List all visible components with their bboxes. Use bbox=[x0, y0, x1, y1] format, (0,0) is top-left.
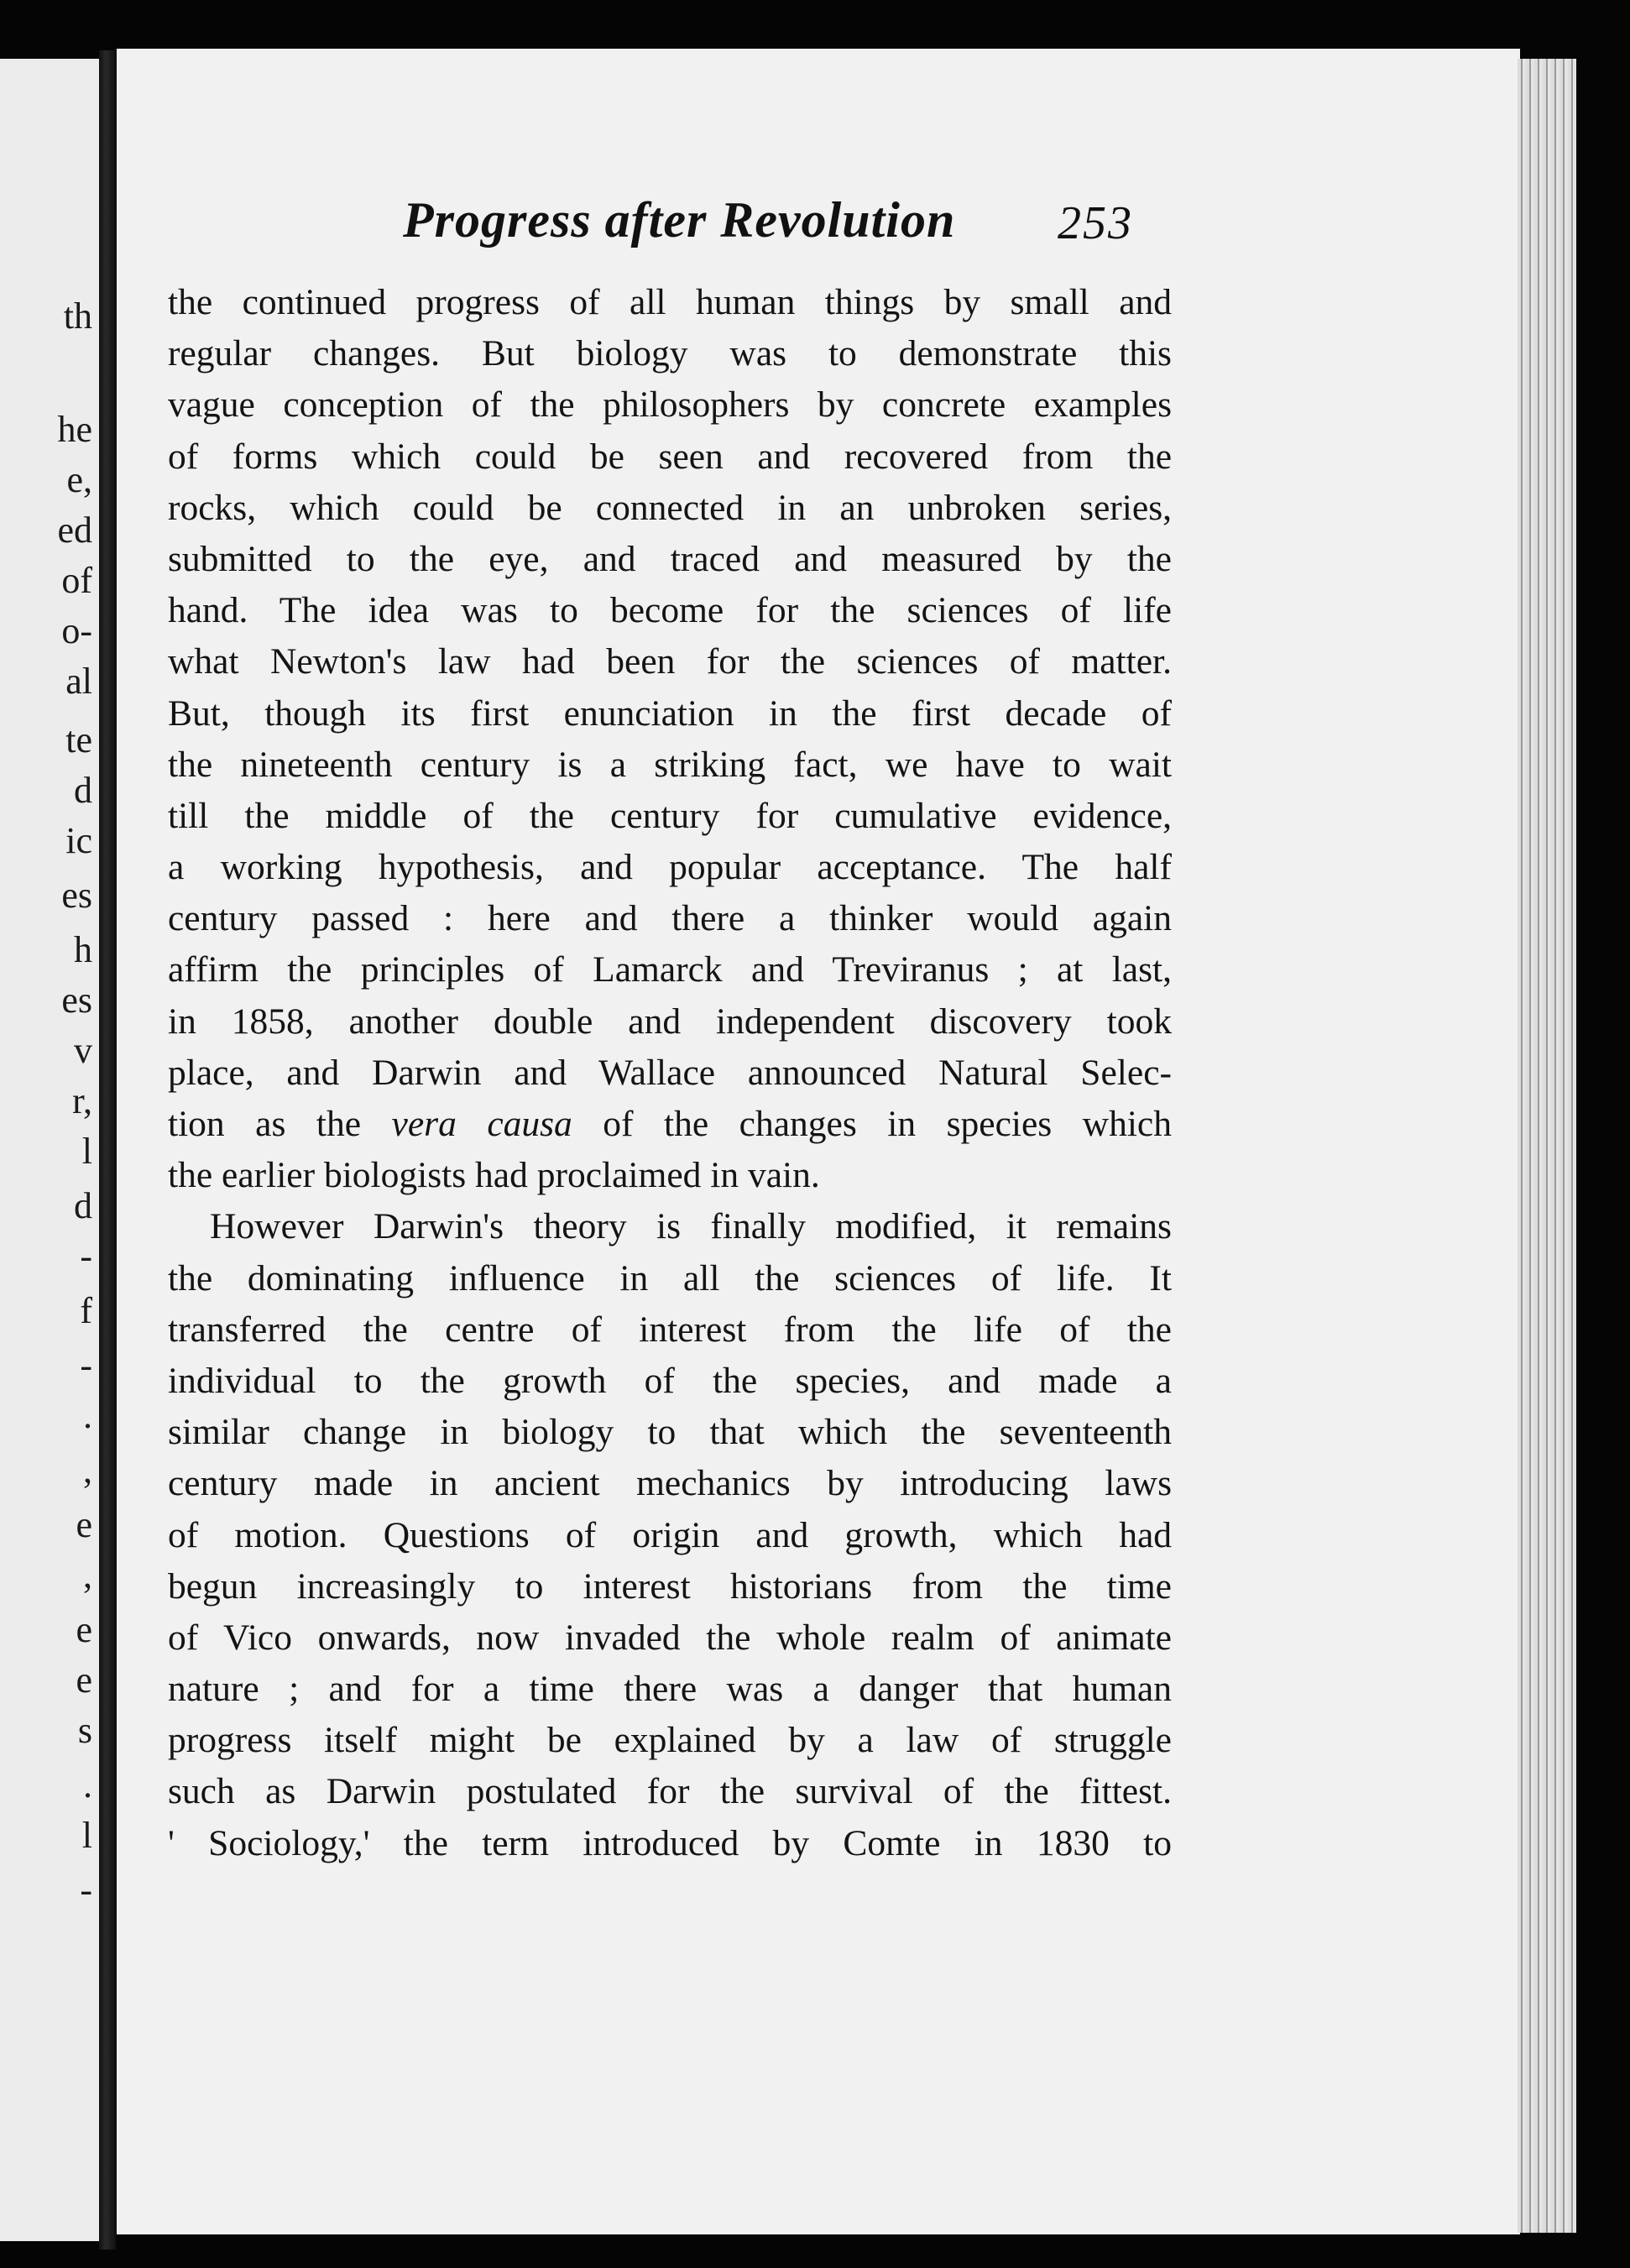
text-line: ' Sociology,' the term introduced by Comte in 1830 to bbox=[168, 1822, 1172, 1863]
text-run: tion as the bbox=[168, 1104, 392, 1144]
facing-page-fragment: h bbox=[74, 929, 92, 970]
text-line: century passed : here and there a thinker would again bbox=[168, 898, 1172, 939]
book-gutter bbox=[99, 50, 116, 2250]
facing-page-fragment: l bbox=[81, 1815, 92, 1856]
text-line: of motion. Questions of origin and growth, which had bbox=[168, 1514, 1172, 1555]
facing-page-fragment: o- bbox=[61, 610, 92, 651]
text-line: the continued progress of all human things by small and bbox=[168, 282, 1172, 322]
facing-page-fragment: - bbox=[80, 1345, 92, 1386]
text-line: of forms which could be seen and recovered from the bbox=[168, 436, 1172, 477]
facing-page-fragment: d bbox=[74, 770, 92, 811]
text-line: affirm the principles of Lamarck and Treviranus ; at last, bbox=[168, 949, 1172, 990]
facing-page-fragment: al bbox=[65, 661, 92, 702]
text-line-italic bbox=[168, 1099, 1172, 1150]
facing-page-fragment: f bbox=[80, 1290, 92, 1331]
facing-page-fragment: es bbox=[61, 875, 92, 916]
facing-page-fragment: r, bbox=[72, 1080, 92, 1121]
text-line: transferred the centre of interest from the life of the bbox=[168, 1309, 1172, 1350]
facing-page-fragment: . bbox=[83, 1764, 92, 1806]
facing-page-fragment: te bbox=[65, 719, 92, 760]
facing-page-fragment: v bbox=[74, 1030, 92, 1071]
page-stack-edge bbox=[1518, 59, 1576, 2233]
text-line: regular changes. But biology was to demonstrate this bbox=[168, 333, 1172, 374]
facing-page-fragment: ed bbox=[57, 510, 92, 551]
facing-page-fragment: d bbox=[74, 1185, 92, 1226]
text-line: the dominating influence in all the sciences of life. It bbox=[168, 1257, 1172, 1299]
paragraph-first-line: However Darwin's theory is finally modified, it remains bbox=[210, 1206, 1172, 1247]
text-line: vague conception of the philosophers by concrete examples bbox=[168, 384, 1172, 426]
text-line: But, though its first enunciation in the first decade of bbox=[168, 692, 1172, 734]
text-line: begun increasingly to interest historians from the time bbox=[168, 1565, 1172, 1607]
italic-phrase: vera causa bbox=[391, 1104, 572, 1144]
text-line: in 1858, another double and independent discovery took bbox=[168, 1001, 1172, 1042]
facing-page-fragment: es bbox=[61, 980, 92, 1021]
text-line: individual to the growth of the species, and made a bbox=[168, 1360, 1172, 1401]
facing-page-fragment: - bbox=[80, 1236, 92, 1277]
text-run: of the changes in species which bbox=[572, 1104, 1172, 1144]
text-line: century made in ancient mechanics by introducing laws bbox=[168, 1463, 1172, 1504]
facing-page-fragment: , bbox=[83, 1450, 92, 1491]
page-number: 253 bbox=[1058, 197, 1133, 249]
text-line: the nineteenth century is a striking fact, we have to wait bbox=[168, 744, 1172, 785]
running-head bbox=[168, 191, 1172, 250]
facing-page-fragment: he bbox=[57, 409, 92, 450]
facing-page-edge bbox=[0, 59, 99, 2241]
facing-page-fragment: - bbox=[80, 1869, 92, 1910]
text-line: nature ; and for a time there was a danger that human bbox=[168, 1669, 1172, 1710]
text-line: rocks, which could be connected in an unbroken series, bbox=[168, 487, 1172, 528]
text-line: a working hypothesis, and popular acceptance. The half bbox=[168, 847, 1172, 888]
running-head-title: Progress after Revolution bbox=[403, 192, 956, 248]
facing-page-fragment: s bbox=[77, 1710, 92, 1751]
text-line: till the middle of the century for cumulative evidence, bbox=[168, 795, 1172, 836]
facing-page-fragment: of bbox=[61, 560, 92, 601]
text-line: similar change in biology to that which the seventeenth bbox=[168, 1412, 1172, 1453]
text-line: the earlier biologists had proclaimed in vain. bbox=[168, 1155, 820, 1196]
facing-page-fragment: ic bbox=[65, 820, 92, 861]
facing-page-fragment: e bbox=[76, 1504, 92, 1545]
text-line: place, and Darwin and Wallace announced Natural Selec- bbox=[168, 1052, 1172, 1093]
text-line: what Newton's law had been for the sciences of matter. bbox=[168, 641, 1172, 682]
text-line: such as Darwin postulated for the survival of the fittest. bbox=[168, 1771, 1172, 1812]
facing-page-fragment: l bbox=[81, 1131, 92, 1172]
body-text bbox=[168, 277, 1172, 1869]
facing-page-fragment: e, bbox=[66, 459, 92, 500]
facing-page-fragment: e bbox=[76, 1609, 92, 1650]
text-line: of Vico onwards, now invaded the whole realm of animate bbox=[168, 1617, 1172, 1658]
text-line: submitted to the eye, and traced and measured by the bbox=[168, 538, 1172, 579]
facing-page-fragment: th bbox=[63, 295, 92, 337]
text-line: progress itself might be explained by a law of struggle bbox=[168, 1720, 1172, 1761]
facing-page-fragment: . bbox=[83, 1395, 92, 1436]
facing-page-fragment: e bbox=[76, 1659, 92, 1701]
text-line: hand. The idea was to become for the sciences of life bbox=[168, 590, 1172, 631]
facing-page-fragment: , bbox=[83, 1555, 92, 1596]
